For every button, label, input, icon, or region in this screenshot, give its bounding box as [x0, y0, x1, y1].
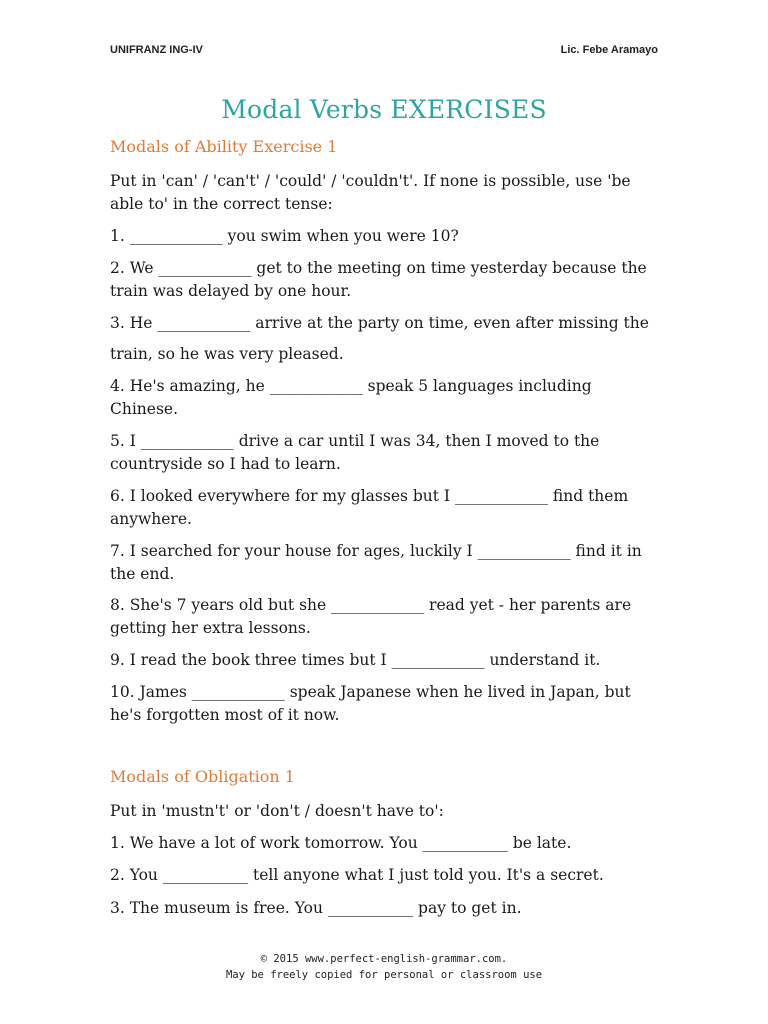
ability-item-3b: train, so he was very pleased.	[110, 345, 344, 363]
ability-instruction: Put in 'can' / 'can't' / 'could' / 'couldn't'. If none is possible, use 'be able to' in the correct tense:	[110, 172, 631, 213]
obligation-heading: Modals of Obligation 1	[110, 767, 295, 786]
page-header	[110, 44, 658, 56]
page-footer	[0, 951, 768, 983]
ability-item-10: 10. James ____________ speak Japanese when he lived in Japan, but he's forgotten most of it now.	[110, 683, 631, 724]
ability-item-9: 9. I read the book three times but I ____________ understand it.	[110, 651, 601, 669]
ability-heading: Modals of Ability Exercise 1	[110, 137, 338, 156]
obligation-instruction: Put in 'mustn't' or 'don't / doesn't have to':	[110, 802, 444, 820]
footer-license: May be freely copied for personal or classroom use	[225, 969, 543, 981]
page-title: Modal Verbs EXERCISES	[221, 95, 547, 124]
obligation-item-2: 2. You ___________ tell anyone what I just told you. It's a secret.	[110, 866, 604, 884]
ability-item-5: 5. I ____________ drive a car until I was 34, then I moved to the countryside so I had to learn.	[110, 432, 600, 473]
ability-item-3a: 3. He ____________ arrive at the party on time, even after missing the	[110, 314, 649, 332]
header-left: UNIFRANZ ING-IV	[110, 44, 203, 56]
ability-item-8: 8. She's 7 years old but she ____________ read yet - her parents are getting her extra lessons.	[110, 596, 632, 637]
ability-item-2: 2. We ____________ get to the meeting on time yesterday because the train was delayed by one hour.	[110, 259, 647, 300]
ability-item-4: 4. He's amazing, he ____________ speak 5 languages including Chinese.	[110, 377, 592, 418]
ability-item-1: 1. ____________ you swim when you were 10?	[110, 227, 459, 245]
ability-item-6: 6. I looked everywhere for my glasses but I ____________ find them anywhere.	[110, 487, 629, 528]
header-right: Lic. Febe Aramayo	[560, 44, 658, 56]
obligation-item-1: 1. We have a lot of work tomorrow. You ___________ be late.	[110, 834, 572, 852]
footer-copyright: © 2015 www.perfect-english-grammar.com.	[260, 953, 508, 965]
ability-item-7: 7. I searched for your house for ages, luckily I ____________ find it in the end.	[110, 542, 642, 583]
obligation-item-3: 3. The museum is free. You ___________ pay to get in.	[110, 899, 522, 917]
